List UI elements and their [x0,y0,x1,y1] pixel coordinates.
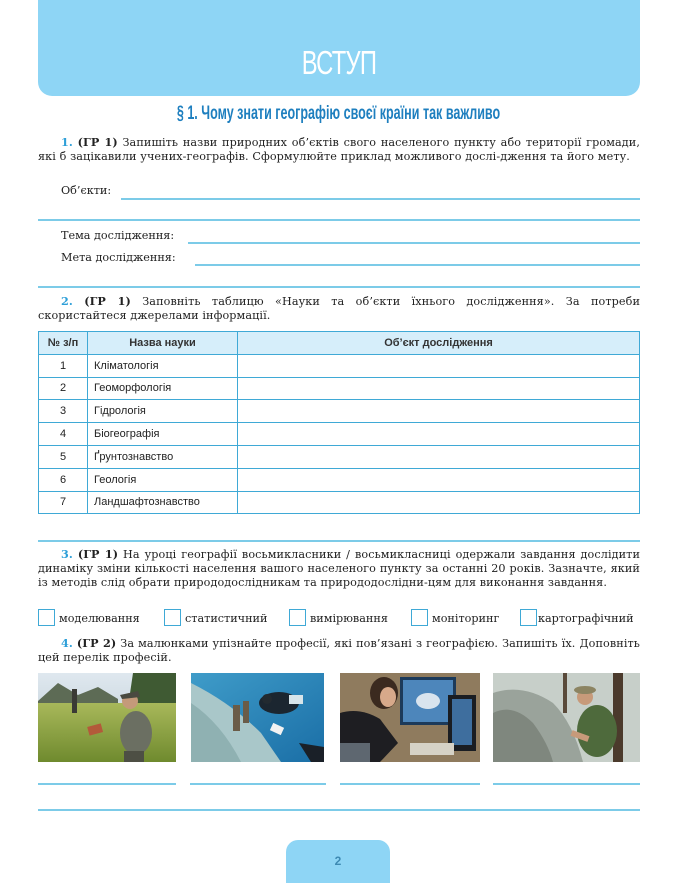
table-header-row [39,332,640,355]
task-2-text [38,294,640,323]
option-label: статистичний [185,612,268,625]
topic-label: Тема дослідження: [61,229,175,242]
goal-answer-line[interactable] [195,264,640,266]
checkbox[interactable] [289,609,306,626]
task-4-instruction: За малюнками упізнайте професії, які пов’язані з географією. Запишіть їх. Доповніть цей перелік професій. [38,637,640,665]
field-researcher-photo [38,673,176,762]
section-divider [38,540,640,542]
science-name: Біогеографія [88,423,238,446]
table-row [39,445,640,468]
row-number: 6 [39,468,88,491]
geologist-photo [493,673,640,762]
task-1-number: 1. [61,135,73,149]
task-3-number: 3. [61,547,73,561]
row-number: 2 [39,377,88,400]
page-number: 2 [334,854,342,868]
option-label: картографічний [538,612,634,625]
option-label: моделювання [59,612,140,625]
row-number: 4 [39,423,88,446]
table-row [39,377,640,400]
task-4-number: 4. [61,636,73,650]
research-object-cell[interactable] [238,423,640,446]
task-3-code: (ГР 1) [77,547,119,561]
research-object-cell[interactable] [238,354,640,377]
objects-answer-line[interactable] [121,198,640,200]
science-name: Ґрунтознавство [88,445,238,468]
page-number-tab [286,840,390,883]
goal-answer-line-2[interactable] [38,286,640,288]
table-row [39,354,640,377]
profession-answer-line-1[interactable] [38,783,176,785]
task-1-instruction: Запишіть назви природних об’єктів свого населеного пункту або території громади, які б зацікавили учених-географів. Сформулюйте приклад можливого дослі-дження та його мету. [38,136,641,164]
task-1-text [38,135,640,164]
research-object-cell[interactable] [238,491,640,514]
option-label: моніторинг [432,612,500,625]
task-2-instruction: Заповніть таблицю «Науки та об’єкти їхнього дослідження». За потреби скористайтеся джерелами інформації. [38,295,640,323]
science-name: Ландшафтознавство [88,491,238,514]
chapter-title: ВСТУП [301,44,377,81]
task-4-text [38,636,640,665]
research-object-cell[interactable] [238,445,640,468]
diver-photo [191,673,324,762]
science-name: Гідрологія [88,400,238,423]
profession-answer-line-2[interactable] [190,783,326,785]
option-monitoring[interactable] [411,609,499,626]
row-number: 7 [39,491,88,514]
checkbox[interactable] [38,609,55,626]
research-object-cell[interactable] [238,400,640,423]
task-3-instruction: На уроці географії восьмикласники / восьмикласниці одержали завдання дослідити динаміку зміни кількості населення вашого населеного пункту за останні 20 років. Зазначте, який із методів слід обрати природодослідникам та природодослідни-цям для виконання завдання. [38,548,641,590]
row-number: 1 [39,354,88,377]
task-2-number: 2. [61,294,73,308]
row-number: 3 [39,400,88,423]
option-statistical[interactable] [164,609,267,626]
section-title: § 1. Чому знати географію своєї країни так важливо [176,103,501,124]
option-measurement[interactable] [289,609,388,626]
row-number: 5 [39,445,88,468]
profession-answer-line-4[interactable] [493,783,640,785]
research-object-cell[interactable] [238,377,640,400]
option-cartographic[interactable] [520,609,634,626]
objects-answer-line-2[interactable] [38,219,640,221]
science-name: Геологія [88,468,238,491]
table-row [39,468,640,491]
header-number: № з/п [39,332,88,355]
objects-label: Об’єкти: [61,184,112,197]
science-name: Геоморфологія [88,377,238,400]
option-label: вимірювання [310,612,388,625]
science-name: Кліматологія [88,354,238,377]
checkbox[interactable] [411,609,428,626]
sciences-table [38,331,640,514]
profession-answer-line-3[interactable] [340,783,480,785]
topic-answer-line[interactable] [188,242,640,244]
checkbox[interactable] [520,609,537,626]
checkbox[interactable] [164,609,181,626]
task-1-code: (ГР 1) [77,135,118,149]
header-science-name: Назва науки [88,332,238,355]
method-options [38,609,640,629]
goal-label: Мета дослідження: [61,251,176,264]
professions-extra-answer-line[interactable] [38,809,640,811]
table-row [39,491,640,514]
task-2-code: (ГР 1) [84,294,131,308]
table-row [39,400,640,423]
research-object-cell[interactable] [238,468,640,491]
option-modeling[interactable] [38,609,140,626]
meteorologist-photo [340,673,480,762]
chapter-header-banner [38,0,640,96]
table-row [39,423,640,446]
task-4-code: (ГР 2) [76,636,117,650]
task-3-text [38,547,640,591]
header-research-object: Об’єкт дослідження [238,332,640,355]
